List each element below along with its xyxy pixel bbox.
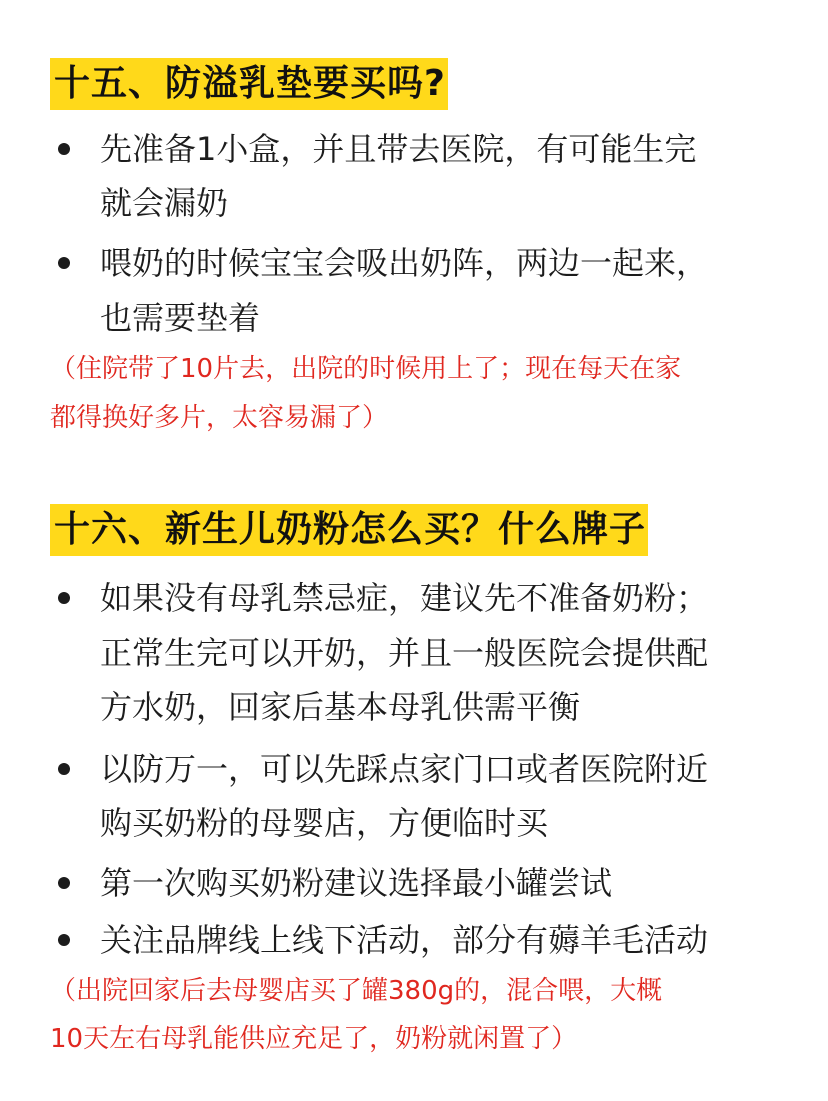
s16-item4-line1: 关注品牌线上线下活动，部分有薅羊毛活动	[100, 921, 709, 959]
s15-item1-line1: 先准备1小盒，并且带去医院，有可能生完	[100, 130, 697, 168]
bullet-dot	[58, 592, 70, 604]
bullet-dot	[58, 763, 70, 775]
s15-note-line2: 都得换好多片，太容易漏了）	[50, 403, 389, 433]
s16-item2-line2: 购买奶粉的母婴店，方便临时买	[100, 804, 549, 842]
s16-note-line1: （出院回家后去母婴店买了罐380g的，混合喂，大概	[50, 976, 663, 1006]
s16-item2-line1: 以防万一，可以先踩点家门口或者医院附近	[100, 750, 709, 788]
s16-item3-line1: 第一次购买奶粉建议选择最小罐尝试	[100, 864, 613, 902]
s15-item1-line2: 就会漏奶	[100, 184, 229, 222]
s16-note-line2: 10天左右母乳能供应充足了，奶粉就闲置了）	[50, 1024, 578, 1054]
s15-item2-line2: 也需要垫着	[100, 299, 261, 337]
s15-note-line1: （住院带了10片去，出院的时候用上了；现在每天在家	[50, 354, 682, 384]
s16-item1-line2: 正常生完可以开奶，并且一般医院会提供配	[100, 634, 709, 672]
s16-item1-line1: 如果没有母乳禁忌症，建议先不准备奶粉；	[100, 579, 709, 617]
section-16-heading: 十六、新生儿奶粉怎么买？什么牌子	[50, 504, 648, 556]
bullet-dot	[58, 877, 70, 889]
s15-item2-line1: 喂奶的时候宝宝会吸出奶阵，两边一起来，	[100, 244, 709, 282]
bullet-dot	[58, 934, 70, 946]
bullet-dot	[58, 257, 70, 269]
bullet-dot	[58, 143, 70, 155]
s16-item1-line3: 方水奶，回家后基本母乳供需平衡	[100, 688, 581, 726]
section-15-heading: 十五、防溢乳垫要买吗?	[50, 58, 448, 110]
